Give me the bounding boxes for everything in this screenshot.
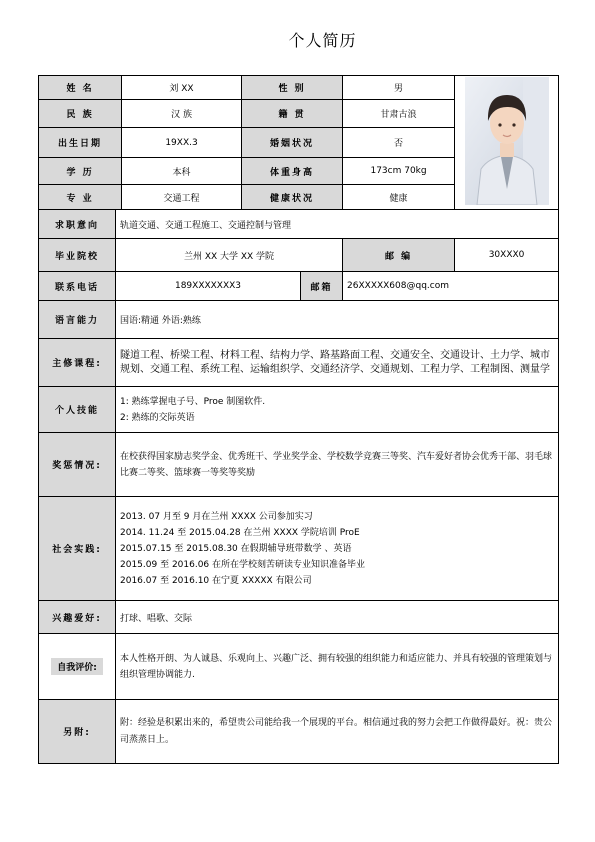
courses-value: 隧道工程、桥梁工程、材料工程、结构力学、路基路面工程、交通安全、交通设计、土力学、城市规划、交通工程、系统工程、运输组织学、交通经济学、交通规划、工程力学、工程制图、测量学	[116, 339, 559, 387]
gender-value: 男	[343, 76, 455, 100]
practice-label: 社会实践:	[39, 497, 116, 601]
self-eval-value: 本人性格开朗、为人诚恳、乐观向上、兴趣广泛、拥有较强的组织能力和适应能力、并具有较强的管理策划与组织管理协调能力.	[116, 634, 559, 700]
ethnicity-value: 汉 族	[122, 100, 242, 128]
hobby-label: 兴趣爱好:	[39, 601, 116, 634]
page-title: 个人简历	[288, 31, 357, 50]
marital-value: 否	[343, 128, 455, 158]
name-value: 刘 XX	[122, 76, 242, 100]
school-label: 毕业院校	[39, 239, 116, 272]
practice-value	[116, 497, 559, 601]
zip-label: 邮 编	[343, 239, 455, 272]
skills-label: 个人技能	[39, 387, 116, 433]
self-eval-label-cell	[39, 634, 116, 700]
skill-item: 1: 熟练掌握电子号、Proe 制图软件.	[120, 396, 266, 407]
education-value: 本科	[122, 158, 242, 185]
note-label: 另附:	[39, 700, 116, 764]
awards-label: 奖惩情况:	[39, 433, 116, 497]
origin-label: 籍 贯	[242, 100, 343, 128]
school-value: 兰州 XX 大学 XX 学院	[116, 239, 343, 272]
job-intent-value: 轨道交通、交通工程施工、交通控制与管理	[116, 210, 559, 239]
practice-item: 2015.07.15 至 2015.08.30 在假期辅导班带数学 、英语	[120, 543, 352, 554]
gender-label: 性 别	[242, 76, 343, 100]
profile-photo	[465, 77, 549, 205]
practice-item: 2015.09 至 2016.06 在所在学校刻苦研读专业知识准备毕业	[120, 559, 366, 570]
practice-item: 2016.07 至 2016.10 在宁夏 XXXXX 有限公司	[120, 575, 312, 586]
courses-label: 主修课程:	[39, 339, 116, 387]
body-label: 体重身高	[242, 158, 343, 185]
health-value: 健康	[343, 185, 455, 210]
phone-value: 189XXXXXXX3	[116, 272, 301, 301]
health-label: 健康状况	[242, 185, 343, 210]
birth-label: 出生日期	[39, 128, 122, 158]
hobby-value: 打球、唱歌、交际	[116, 601, 559, 634]
major-label: 专 业	[39, 185, 122, 210]
zip-value: 30XXX0	[455, 239, 559, 272]
marital-label: 婚姻状况	[242, 128, 343, 158]
birth-value: 19XX.3	[122, 128, 242, 158]
note-value: 附：经验是积累出来的，希望贵公司能给我一个展现的平台。相信通过我的努力会把工作做得最好。祝：贵公司蒸蒸日上。	[116, 700, 559, 764]
skills-value	[116, 387, 559, 433]
resume-table	[38, 75, 559, 764]
language-value: 国语:精通 外语:熟练	[116, 301, 559, 339]
origin-value: 甘肃古浪	[343, 100, 455, 128]
practice-item: 2014. 11.24 至 2015.04.28 在兰州 XXXX 学院培训 ProE	[120, 527, 360, 538]
email-value: 26XXXXX608@qq.com	[343, 272, 559, 301]
self-eval-label: 自我评价:	[51, 658, 103, 675]
major-value: 交通工程	[122, 185, 242, 210]
ethnicity-label: 民 族	[39, 100, 122, 128]
education-label: 学 历	[39, 158, 122, 185]
skill-item: 2: 熟练的交际英语	[120, 412, 195, 423]
job-intent-label: 求职意向	[39, 210, 116, 239]
practice-item: 2013. 07 月至 9 月在兰州 XXXX 公司参加实习	[120, 511, 313, 522]
phone-label: 联系电话	[39, 272, 116, 301]
name-label: 姓 名	[39, 76, 122, 100]
profile-photo-cell	[455, 76, 559, 210]
awards-value: 在校获得国家励志奖学金、优秀班干、学业奖学金、学校数学竞赛三等奖、汽车爱好者协会优秀干部、羽毛球比赛二等奖、篮球赛一等奖等奖励	[116, 433, 559, 497]
body-value: 173cm 70kg	[343, 158, 455, 185]
language-label: 语言能力	[39, 301, 116, 339]
email-label: 邮箱	[301, 272, 343, 301]
